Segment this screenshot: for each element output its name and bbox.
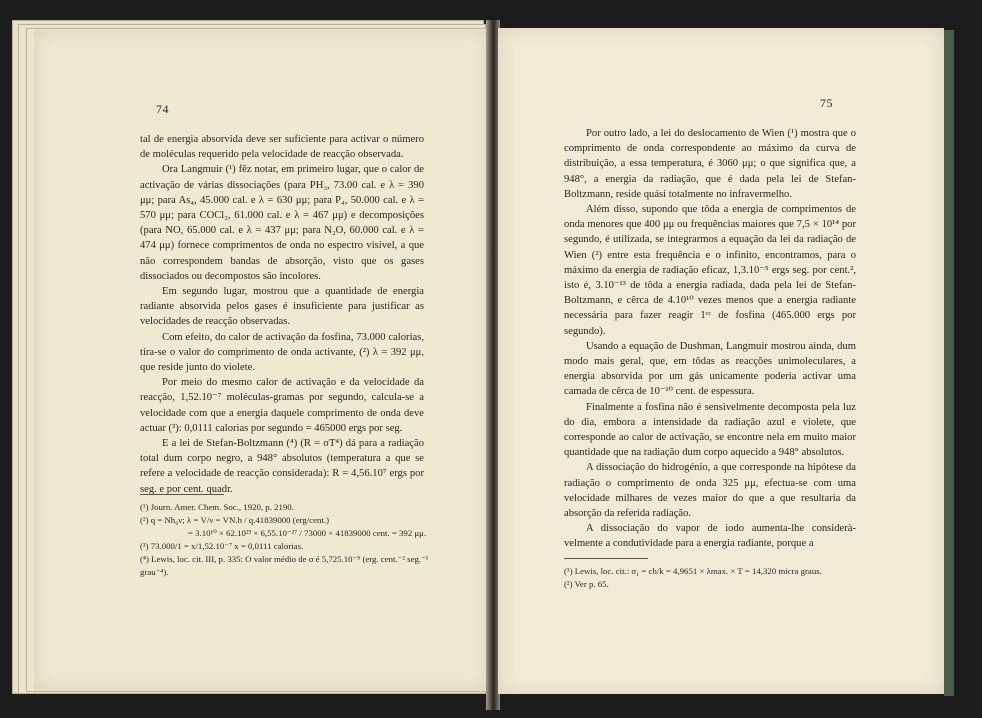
paragraph: Ora Langmuir (¹) fêz notar, em primeiro lugar, que o calor de activação de várias dissociações (para PH₃, 73.00 cal. e λ = 390 μμ; para As₄, 45.000 cal. e λ = 630 μμ; para P₄, 50.000 cal. e λ = 570 μμ; para COCl₂, 61.000 cal. e λ = 467 μμ) e decomposições (para NO, 65.000 cal. e λ = 437 μμ; para N₂O, 60.000 cal. e λ = 474 μμ) fornece comprimentos de onda no espectro visível, a que não correspondem bandas de absorção, visto que os gases dissociados ou decompostos são incolores. [140,164,424,282]
footnote: (¹) Journ. Amer. Chem. Soc., 1920, p. 2190. [140,502,294,512]
footnote-rule [140,494,224,495]
body-text [140,132,424,497]
footnotes [140,494,430,579]
page-number: 75 [820,96,833,110]
paragraph: A dissociação do hidrogénio, a que corresponde na hipótese da radiação o comprimento de onda 325 μμ, efectua-se com uma velocidade milhares de vezes maior do que a que resultaria da absorção da referida radiação. [564,462,856,520]
paragraph: Por meio do mesmo calor de activação e da velocidade da reacção, 1,52.10⁻⁷ moléculas-gramas por segundo, calcula-se a velocidade com que a energia daquele comprimento de onda deve actuar (³): 0,0111 calorias por segundo = 465000 ergs por seg. [140,377,424,434]
page-number: 74 [156,102,169,116]
footnote: (²) q = Nh₀ν; λ = V/ν = VN.h / q.41839000 (erg/cent.) [140,515,330,525]
cover-edge [944,30,954,696]
paragraph: Por outro lado, a lei do deslocamento de Wien (¹) mostra que o comprimento de onda correspondente ao máximo da curva de distribuição, a essa temperatura, é 3060 μμ; o que significa que, a 948°, a energia da radiação, que é dada pela lei de Stefan-Boltzmann, reside quási totalmente no infravermelho. [564,128,856,200]
right-page [498,28,944,694]
paragraph: Finalmente a fosfina não é sensìvelmente decomposta pela luz do dia, embora a intensidade da radiação azul e violete, que corresponde ao calor de activação, se encontre nela em muito maior quantidade que na radiação dum corpo aquecido a 948° absolutos. [564,401,856,459]
left-page [34,30,488,690]
paragraph: E a lei de Stefan-Boltzmann (⁴) (R = σT⁴) dá para a radiação total dum corpo negro, a 948° absolutos (temperatura a que se refere a velocidade de reacção considerada): R = 4,56.10⁷ ergs por seg. e por cent. quadr. [140,438,424,495]
paragraph: Usando a equação de Dushman, Langmuir mostrou ainda, dum modo mais geral, que, em tôdas as reacções unimoleculares, a energia absorvida por um gás unicamente poderia activar uma camada de cêrca de 10⁻¹⁰ cent. de espessura. [564,340,856,398]
paragraph: tal de energia absorvida deve ser suficiente para activar o número de moléculas requerido pela velocidade de reacção observada. [140,134,424,161]
footnote: (²) Ver p. 65. [564,579,609,589]
footnote: (³) 73.000/1 = x/1,52.10⁻⁷ x = 0,0111 calorias. [140,541,304,551]
footnote: (¹) Lewis, loc. cit.: σ₁ = ch/k = 4,9651 × λmax. × T = 14,320 micra graus. [564,566,822,576]
footnote: (⁴) Lewis, loc. cit. III, p. 335: O valor médio de σ é 5,725.10⁻⁵ (erg. cent.⁻² seg.⁻¹ grau⁻⁴). [140,554,429,577]
footnote-rule [564,558,648,559]
paragraph: Além disso, supondo que tôda a energia de comprimentos de onda menores que 400 μμ ou frequências maiores que 7,5 × 10¹⁴ por segundo, é utilizada, se integrarmos a equação da lei da radiação de Wien (²) entre esta frequência e o infinito, encontramos, para o máximo da energia de radiação eficaz, 1,3.10⁻⁵ ergs seg. por cent.², isto é, 3.10⁻¹³ de tôda a energia radiada, dada pela lei de Stefan-Boltzmann, e cêrca de 4.10¹⁰ vezes menos que a energia radiante necessária para fazer reagir 1ᶜᶜ de fosfina (465.000 ergs por segundo). [564,204,856,337]
paragraph: A dissociação do vapor de iodo aumenta-lhe considerà-velmente a condutividade para a energia radiante, porque a [564,523,856,550]
body-text [564,126,856,552]
footnotes [564,558,856,591]
paragraph: Em segundo lugar, mostrou que a quantidade de energia radiante absorvida pelos gases é insuficiente para justificar as velocidades de reacção observadas. [140,286,424,328]
paragraph: Com efeito, do calor de activação da fosfina, 73.000 calorias, tira-se o valor do comprimento de onda activante, (²) λ = 392 μμ, que reside junto do violete. [140,331,424,374]
footnote-formula: = 3.10¹⁰ × 62.10²³ × 6,55.10⁻²⁷ / 73000 × 41839000 cent. = 392 μμ. [188,528,427,538]
